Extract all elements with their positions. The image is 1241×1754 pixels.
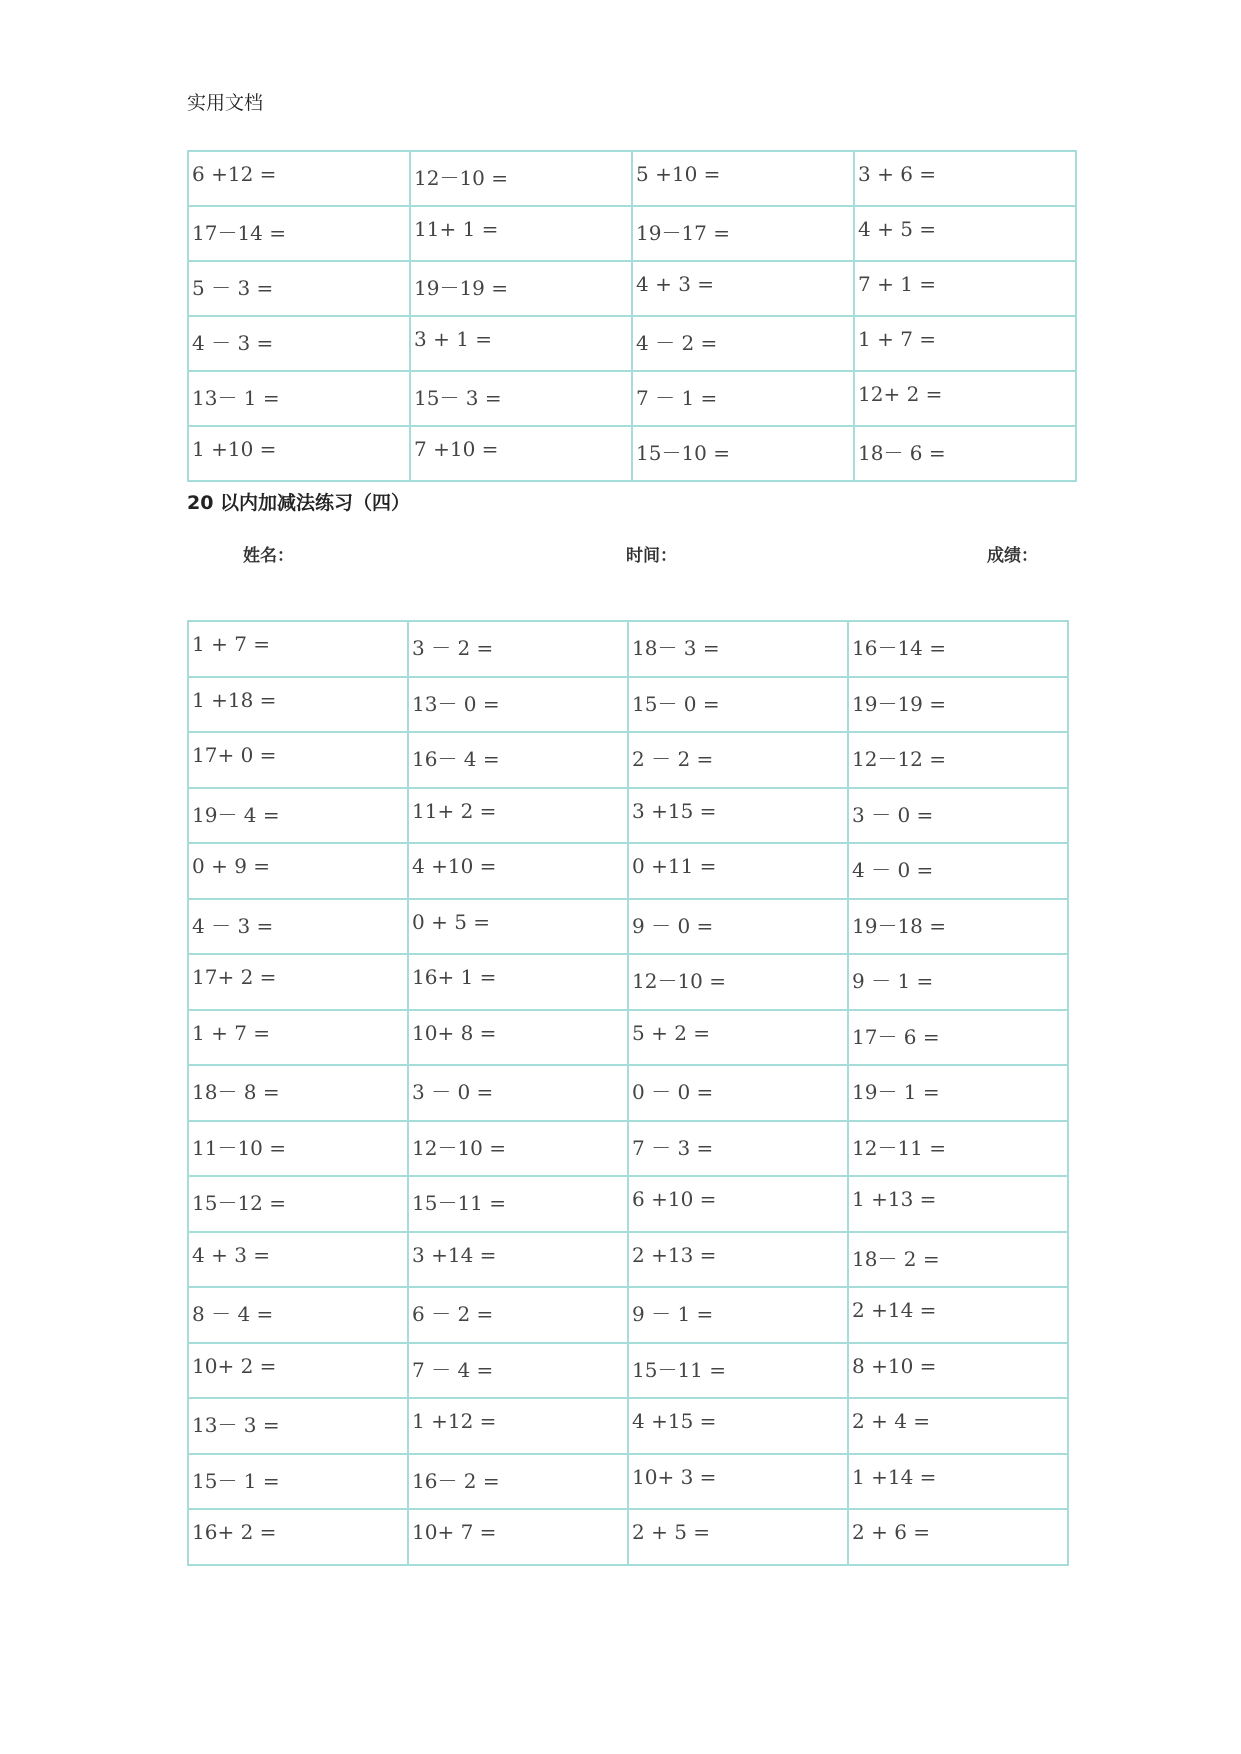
exercise-text: 4 － 3 = xyxy=(192,331,274,355)
exercise-cell xyxy=(408,1287,628,1343)
exercise-text: 15－ 0 = xyxy=(632,691,720,716)
exercise-cell xyxy=(628,732,848,788)
exercise-text: 0 － 0 = xyxy=(632,1080,714,1104)
exercise-cell xyxy=(188,151,410,206)
exercise-cell xyxy=(188,426,410,481)
exercise-cell xyxy=(408,677,628,733)
exercise-cell xyxy=(848,1454,1068,1510)
table-row xyxy=(188,1287,1068,1343)
exercise-cell xyxy=(410,426,632,481)
exercise-text: 18－ 8 = xyxy=(192,1080,280,1104)
exercise-text: 4 + 3 = xyxy=(636,272,715,296)
exercise-text: 3 +14 = xyxy=(412,1242,497,1267)
exercise-cell xyxy=(848,1010,1068,1066)
exercise-cell xyxy=(628,954,848,1010)
exercise-cell xyxy=(628,1010,848,1066)
table-row xyxy=(188,206,1076,261)
exercise-cell xyxy=(188,261,410,316)
exercise-text: 4 － 3 = xyxy=(192,913,274,938)
exercise-text: 10+ 7 = xyxy=(412,1520,497,1544)
exercise-text: 5 +10 = xyxy=(636,162,721,186)
exercise-cell xyxy=(188,1454,408,1510)
page-header: 实用文档 xyxy=(187,92,264,114)
exercise-cell xyxy=(188,843,408,899)
exercise-text: 10+ 2 = xyxy=(192,1353,277,1378)
exercise-cell xyxy=(848,1343,1068,1399)
bottom-exercise-table xyxy=(187,620,1069,1566)
table-row xyxy=(188,1176,1068,1232)
exercise-cell xyxy=(848,732,1068,788)
exercise-cell xyxy=(188,1176,408,1232)
exercise-text: 8 － 4 = xyxy=(192,1302,274,1326)
exercise-cell xyxy=(628,1343,848,1399)
exercise-text: 11－10 = xyxy=(192,1135,287,1160)
exercise-text: 16－ 4 = xyxy=(412,747,500,771)
exercise-cell xyxy=(188,1343,408,1399)
exercise-text: 19－19 = xyxy=(414,276,509,300)
exercise-cell xyxy=(848,788,1068,844)
exercise-text: 16+ 1 = xyxy=(412,965,497,989)
exercise-cell xyxy=(628,1232,848,1288)
exercise-cell xyxy=(188,1121,408,1177)
exercise-cell xyxy=(188,1232,408,1288)
exercise-text: 16－14 = xyxy=(852,636,947,660)
exercise-cell xyxy=(188,1287,408,1343)
exercise-text: 13－ 0 = xyxy=(412,691,500,716)
exercise-cell xyxy=(632,206,854,261)
score-label: 成绩： xyxy=(987,546,1038,566)
table-row xyxy=(188,371,1076,426)
exercise-text: 7 + 1 = xyxy=(858,272,937,296)
exercise-text: 12－10 = xyxy=(414,166,509,190)
exercise-cell xyxy=(854,261,1076,316)
table-row xyxy=(188,316,1076,371)
exercise-cell xyxy=(632,316,854,371)
exercise-cell xyxy=(632,261,854,316)
table-row xyxy=(188,899,1068,955)
table-row xyxy=(188,1232,1068,1288)
exercise-cell xyxy=(854,206,1076,261)
exercise-text: 2 +13 = xyxy=(632,1242,717,1267)
exercise-cell xyxy=(848,899,1068,955)
exercise-cell xyxy=(408,621,628,677)
exercise-cell xyxy=(410,151,632,206)
exercise-text: 2 + 6 = xyxy=(852,1520,931,1544)
exercise-cell xyxy=(408,899,628,955)
exercise-text: 4 +15 = xyxy=(632,1409,717,1433)
exercise-cell xyxy=(408,843,628,899)
exercise-text: 17+ 2 = xyxy=(192,965,277,989)
exercise-cell xyxy=(188,899,408,955)
exercise-cell xyxy=(628,677,848,733)
exercise-cell xyxy=(408,788,628,844)
exercise-text: 19－ 4 = xyxy=(192,802,280,827)
exercise-text: 3 － 0 = xyxy=(412,1080,494,1104)
exercise-text: 4 +10 = xyxy=(412,854,497,878)
table-row xyxy=(188,1065,1068,1121)
exercise-cell xyxy=(188,206,410,261)
exercise-cell xyxy=(188,954,408,1010)
exercise-text: 15－11 = xyxy=(412,1191,507,1215)
exercise-cell xyxy=(854,151,1076,206)
exercise-text: 6 +10 = xyxy=(632,1187,717,1211)
table-row xyxy=(188,677,1068,733)
top-exercise-table xyxy=(187,150,1077,482)
exercise-text: 3 +15 = xyxy=(632,798,717,823)
exercise-cell xyxy=(410,206,632,261)
exercise-text: 16－ 2 = xyxy=(412,1468,500,1493)
exercise-text: 12+ 2 = xyxy=(858,382,943,406)
exercise-cell xyxy=(848,1121,1068,1177)
exercise-text: 3 － 2 = xyxy=(412,636,494,660)
exercise-cell xyxy=(628,788,848,844)
table-row xyxy=(188,151,1076,206)
bottom-table-body xyxy=(188,621,1068,1565)
exercise-cell xyxy=(410,371,632,426)
exercise-text: 19－19 = xyxy=(852,691,947,716)
exercise-cell xyxy=(410,261,632,316)
table-row xyxy=(188,788,1068,844)
exercise-text: 1 + 7 = xyxy=(192,1020,271,1045)
exercise-text: 15－ 3 = xyxy=(414,386,502,410)
exercise-cell xyxy=(188,677,408,733)
exercise-cell xyxy=(848,677,1068,733)
exercise-cell xyxy=(408,1454,628,1510)
exercise-cell xyxy=(188,1398,408,1454)
exercise-text: 3 － 0 = xyxy=(852,802,934,827)
exercise-text: 4 － 0 = xyxy=(852,858,934,882)
exercise-cell xyxy=(848,1232,1068,1288)
exercise-text: 17+ 0 = xyxy=(192,743,277,767)
exercise-text: 4 － 2 = xyxy=(636,331,718,355)
exercise-text: 9 － 0 = xyxy=(632,913,714,938)
exercise-cell xyxy=(408,1509,628,1565)
table-row xyxy=(188,954,1068,1010)
exercise-text: 2 － 2 = xyxy=(632,747,714,771)
exercise-cell xyxy=(628,1121,848,1177)
table-row xyxy=(188,1121,1068,1177)
exercise-cell xyxy=(410,316,632,371)
exercise-cell xyxy=(848,621,1068,677)
exercise-text: 0 + 9 = xyxy=(192,854,271,878)
exercise-text: 2 + 4 = xyxy=(852,1409,931,1433)
exercise-cell xyxy=(848,1287,1068,1343)
name-label: 姓名： xyxy=(243,546,294,566)
exercise-text: 12－10 = xyxy=(632,969,727,993)
exercise-text: 17－ 6 = xyxy=(852,1024,940,1049)
exercise-cell xyxy=(408,1065,628,1121)
exercise-cell xyxy=(628,1287,848,1343)
exercise-cell xyxy=(188,788,408,844)
table-row xyxy=(188,1454,1068,1510)
exercise-cell xyxy=(854,371,1076,426)
exercise-cell xyxy=(408,1176,628,1232)
exercise-cell xyxy=(628,899,848,955)
exercise-text: 2 +14 = xyxy=(852,1298,937,1322)
exercise-cell xyxy=(188,371,410,426)
exercise-cell xyxy=(632,371,854,426)
exercise-text: 6 － 2 = xyxy=(412,1302,494,1326)
exercise-text: 8 +10 = xyxy=(852,1353,937,1378)
exercise-text: 0 + 5 = xyxy=(412,909,491,934)
exercise-cell xyxy=(854,426,1076,481)
exercise-text: 9 － 1 = xyxy=(632,1302,714,1326)
table-row xyxy=(188,261,1076,316)
table-row xyxy=(188,1509,1068,1565)
exercise-text: 1 + 7 = xyxy=(192,632,271,656)
exercise-text: 19－17 = xyxy=(636,221,731,245)
table-row xyxy=(188,1343,1068,1399)
table-row xyxy=(188,732,1068,788)
exercise-cell xyxy=(628,1065,848,1121)
exercise-cell xyxy=(628,1398,848,1454)
exercise-text: 7 +10 = xyxy=(414,437,499,461)
exercise-text: 16+ 2 = xyxy=(192,1520,277,1544)
exercise-cell xyxy=(854,316,1076,371)
exercise-cell xyxy=(632,151,854,206)
exercise-text: 11+ 2 = xyxy=(412,798,497,823)
exercise-text: 1 +12 = xyxy=(412,1409,497,1433)
exercise-cell xyxy=(628,1454,848,1510)
exercise-cell xyxy=(408,1010,628,1066)
exercise-text: 15－11 = xyxy=(632,1357,727,1382)
exercise-text: 12－12 = xyxy=(852,747,947,771)
exercise-text: 1 + 7 = xyxy=(858,327,937,351)
table-row xyxy=(188,621,1068,677)
exercise-text: 15－ 1 = xyxy=(192,1468,280,1493)
exercise-cell xyxy=(628,1509,848,1565)
exercise-text: 4 + 3 = xyxy=(192,1242,271,1267)
exercise-text: 12－10 = xyxy=(412,1135,507,1160)
exercise-cell xyxy=(632,426,854,481)
exercise-text: 13－ 3 = xyxy=(192,1413,280,1437)
time-label: 时间： xyxy=(626,546,677,566)
exercise-text: 13－ 1 = xyxy=(192,386,280,410)
exercise-text: 18－ 6 = xyxy=(858,441,946,465)
exercise-text: 5 － 3 = xyxy=(192,276,274,300)
exercise-text: 6 +12 = xyxy=(192,162,277,186)
exercise-text: 10+ 8 = xyxy=(412,1020,497,1045)
exercise-cell xyxy=(848,954,1068,1010)
top-table-body xyxy=(188,151,1076,481)
exercise-text: 1 +10 = xyxy=(192,437,277,461)
exercise-text: 18－ 2 = xyxy=(852,1246,940,1271)
exercise-cell xyxy=(188,316,410,371)
exercise-cell xyxy=(188,1065,408,1121)
exercise-cell xyxy=(408,1121,628,1177)
exercise-text: 7 － 1 = xyxy=(636,386,718,410)
table-row xyxy=(188,1010,1068,1066)
exercise-cell xyxy=(408,1343,628,1399)
exercise-text: 1 +14 = xyxy=(852,1464,937,1489)
exercise-cell xyxy=(188,621,408,677)
exercise-cell xyxy=(848,1398,1068,1454)
exercise-cell xyxy=(408,1232,628,1288)
exercise-cell xyxy=(848,1509,1068,1565)
exercise-text: 15－12 = xyxy=(192,1191,287,1215)
exercise-text: 11+ 1 = xyxy=(414,217,499,241)
exercise-text: 19－ 1 = xyxy=(852,1080,940,1104)
exercise-text: 7 － 4 = xyxy=(412,1357,494,1382)
exercise-text: 1 +18 = xyxy=(192,687,277,712)
exercise-cell xyxy=(408,1398,628,1454)
exercise-cell xyxy=(188,732,408,788)
exercise-text: 1 +13 = xyxy=(852,1187,937,1211)
exercise-cell xyxy=(628,1176,848,1232)
exercise-text: 9 － 1 = xyxy=(852,969,934,993)
exercise-text: 7 － 3 = xyxy=(632,1135,714,1160)
exercise-cell xyxy=(408,954,628,1010)
exercise-text: 19－18 = xyxy=(852,913,947,938)
exercise-cell xyxy=(628,843,848,899)
exercise-text: 12－11 = xyxy=(852,1135,947,1160)
exercise-text: 2 + 5 = xyxy=(632,1520,711,1544)
exercise-text: 4 + 5 = xyxy=(858,217,937,241)
exercise-text: 15－10 = xyxy=(636,441,731,465)
exercise-text: 0 +11 = xyxy=(632,854,717,878)
exercise-cell xyxy=(188,1509,408,1565)
exercise-cell xyxy=(848,1176,1068,1232)
section-title: 20 以内加减法练习（四） xyxy=(187,492,411,514)
exercise-cell xyxy=(848,843,1068,899)
exercise-text: 17－14 = xyxy=(192,221,287,245)
exercise-text: 5 + 2 = xyxy=(632,1020,711,1045)
exercise-cell xyxy=(848,1065,1068,1121)
exercise-text: 3 + 6 = xyxy=(858,162,937,186)
table-row xyxy=(188,426,1076,481)
table-row xyxy=(188,1398,1068,1454)
exercise-text: 3 + 1 = xyxy=(414,327,493,351)
exercise-text: 18－ 3 = xyxy=(632,636,720,660)
exercise-cell xyxy=(188,1010,408,1066)
table-row xyxy=(188,843,1068,899)
exercise-cell xyxy=(408,732,628,788)
exercise-text: 10+ 3 = xyxy=(632,1464,717,1489)
exercise-cell xyxy=(628,621,848,677)
